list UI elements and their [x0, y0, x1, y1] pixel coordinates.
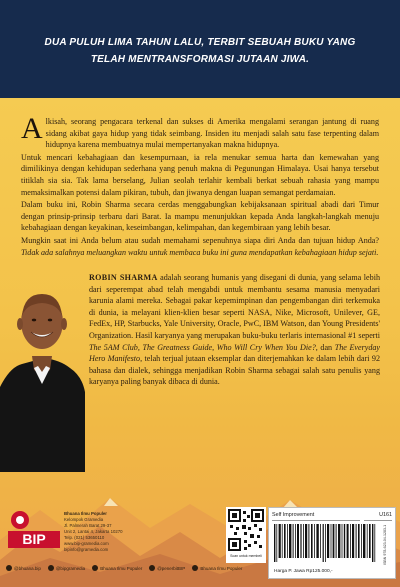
social-link-facebook[interactable]: Bhuana Ilmu Populer — [92, 565, 142, 571]
synopsis-paragraph-3: Dalam buku ini, Robin Sharma secara cerdas menggabungkan kebijaksanaan spiritual abadi dari Timur dengan prinsip-prinsip terbaru dari Barat. Ia mampu menunjukkan kepada Anda langkah-langkah menuju kebahagiaan dengan keyakinan, keseimbangan, kelimpahan, dan kegembiraan yang lebih besar. — [21, 200, 379, 233]
synopsis — [21, 112, 379, 259]
tagline-banner — [0, 0, 400, 98]
instagram-icon — [6, 565, 12, 571]
qr-code[interactable] — [226, 507, 266, 563]
author-name: ROBIN SHARMA — [89, 273, 158, 282]
publisher-address-2: Unit 2, Lantai 4, Jakarta 10270 — [64, 529, 123, 534]
publisher-name: Bhuana Ilmu Populer — [64, 511, 107, 516]
publisher-email[interactable]: bipinfo@gramedia.com — [64, 547, 109, 552]
publisher-website[interactable]: www.bip-gramedia.com — [64, 541, 109, 546]
book-title-5am-club: The 5AM Club — [89, 342, 138, 352]
book-title-who-will-cry: Who Will Cry When You Die? — [216, 342, 316, 352]
youtube-icon — [192, 565, 198, 571]
qr-caption: Scan untuk membeli — [230, 554, 262, 558]
social-link-youtube[interactable]: Bhuana Ilmu Populer — [192, 565, 242, 571]
synopsis-paragraph-2: Untuk mencari kebahagiaan dan kesempurnaan, ia rela menukar semua harta dan kemewahan yang dimilikinya dengan kehidupan sederhana yang penuh makna di Pegunungan Himalaya. Usai hanya tersebut titiklah sia sia. Tak lama berselang, Julian seolah terlahir kembali berkat sebuah rahasia yang mampu memaksimalkan potensi dalam pikiran, tubuh, dan jiwanya dengan luapan semangat perdamaian. — [21, 152, 379, 197]
book-price: Harga P. Jawa Rp125.000,- — [274, 569, 333, 574]
publisher-info — [64, 511, 130, 553]
barcode-panel — [268, 507, 396, 579]
book-title-everyday-hero: The Everyday Hero Manifesto — [89, 342, 381, 364]
drop-cap: A — [21, 112, 43, 145]
publisher-logo-text: BIP — [22, 531, 46, 547]
publisher-logo — [6, 510, 66, 550]
isbn-number: ISBN 978-623-04-1283-1 — [383, 524, 387, 566]
facebook-icon — [92, 565, 98, 571]
social-link-twitter[interactable]: @penerbitBIP — [149, 565, 185, 571]
instagram-icon — [48, 565, 54, 571]
book-category: Self Improvement — [272, 511, 360, 521]
publisher-phone: Telp. (021) 53650110 — [64, 535, 105, 540]
publisher-address-1: Jl. Palmerah Barat 29-37 — [64, 523, 112, 528]
tagline-text: DUA PULUH LIMA TAHUN LALU, TERBIT SEBUAH BUKU YANG TELAH MENTRANSFORMASI JUTAAN JIWA. — [44, 37, 356, 65]
author-bio: ROBIN SHARMA adalah seorang humanis yang disegani di dunia, yang selama lebih dari seperempat abad telah mengabdi untuk membantu sesama manusia menyadari karunia alami mereka. Sebagai pakar kepemimpinan dan pengembangan diri terkemuka di dunia, ia melayani klien-klien besar seperti NASA, Nike, Microsoft, Unilever, GE, FedEx, HP, Starbucks, Yale University, Oracle, PwC, IBM Watson, dan Young Presidents' Organization. Hasil karyanya yang merupakan buku-buku terlaris internasional #1 seperti The 5AM Club, The Greatness Guide, Who Will Cry When You Die?, dan The Everyday Hero Manifesto, telah terjual jutaan eksemplar dan diterjemahkan ke dalam lebih dari 92 bahasa dan dialek, sehingga menjadikan Robin Sharma sebagai salah satu penulis yang karyanya paling banyak dibaca di dunia. — [89, 273, 381, 387]
synopsis-paragraph-4: Mungkin saat ini Anda belum atau sudah memahami sepenuhnya siapa diri Anda dan tujuan hidup Anda? Tidak ada salahnya meluangkan waktu untuk membaca buku ini guna mendapatkan kebahagiaan hidup sejati. — [21, 235, 379, 257]
isbn-barcode — [274, 524, 376, 562]
social-link-instagram-2[interactable]: @bipgramedia — [48, 565, 85, 571]
social-link-instagram-1[interactable]: @bhuana.bip — [6, 565, 41, 571]
product-code: U161 — [364, 511, 392, 521]
book-title-greatness-guide: The Greatness Guide — [142, 342, 213, 352]
synopsis-paragraph-1: Alkisah, seorang pengacara terkenal dan sukses di Amerika mengalami serangan jantung di ruang sidang akibat gaya hidup yang tidak seimbang. Insiden itu menjadi salah satu fase terpenting dalam hidupnya karena membuatnya mulai mempertanyakan makna hidupnya. — [21, 112, 379, 150]
social-links — [6, 563, 243, 573]
author-photo — [0, 272, 85, 472]
publisher-group: Kelompok Gramedia — [64, 517, 104, 522]
twitter-icon — [149, 565, 155, 571]
